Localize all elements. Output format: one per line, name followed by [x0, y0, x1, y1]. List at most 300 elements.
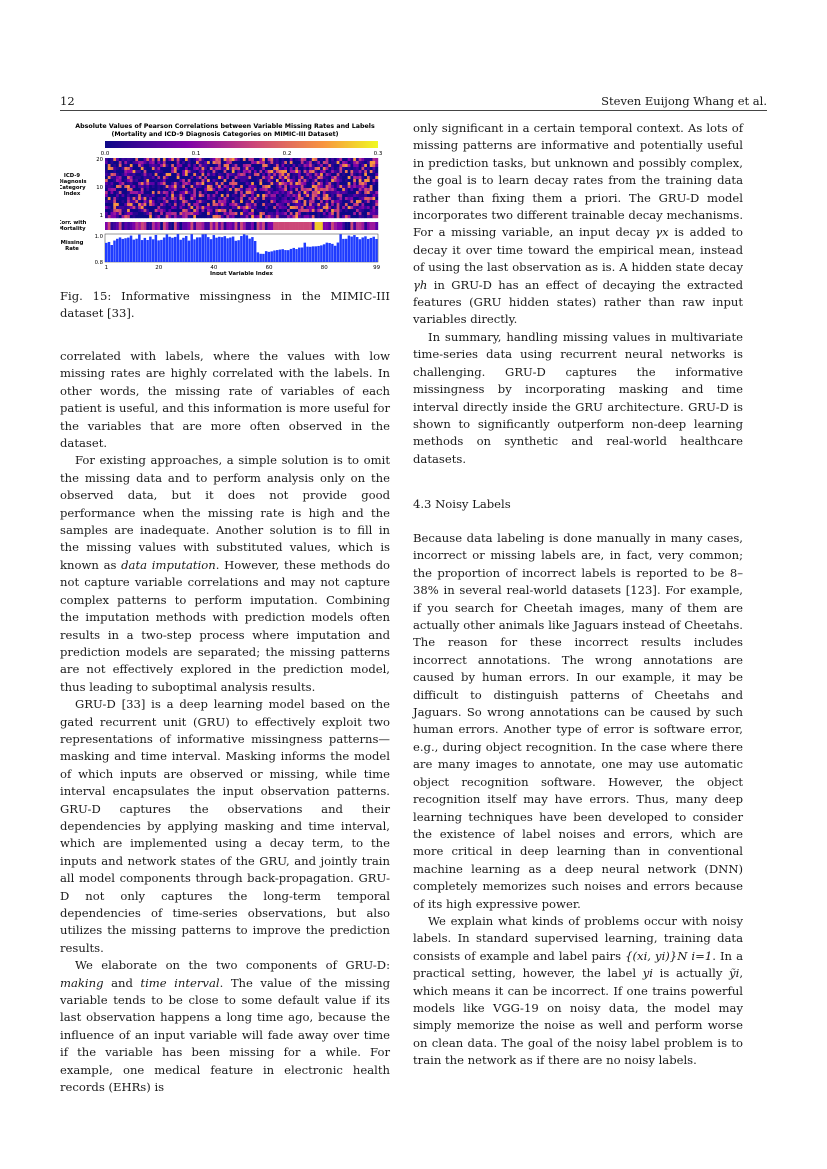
figure-15: [60, 120, 390, 275]
heatmap-cell: [293, 176, 296, 179]
heatmap-cell: [190, 161, 193, 164]
heatmap-cell: [251, 179, 254, 182]
missing-bar: [259, 254, 261, 262]
heatmap-cell: [235, 197, 238, 200]
heatmap-cell: [130, 164, 133, 167]
heatmap-cell: [301, 215, 304, 218]
heatmap-cell: [235, 206, 238, 209]
heatmap-cell: [287, 194, 290, 197]
heatmap-cell: [284, 215, 287, 218]
colorbar-tick: 0.3: [373, 151, 383, 157]
heatmap-cell: [144, 191, 147, 194]
heatmap-cell: [177, 176, 180, 179]
heatmap-cell: [375, 158, 378, 161]
heatmap-cell: [108, 170, 111, 173]
heatmap-cell: [210, 167, 213, 170]
heatmap-cell: [257, 176, 260, 179]
heatmap-cell: [251, 188, 254, 191]
missing-bar: [224, 236, 226, 262]
heatmap-cell: [331, 215, 334, 218]
heatmap-cell: [141, 188, 144, 191]
heatmap-cell: [326, 215, 329, 218]
heatmap-cell: [204, 215, 207, 218]
heatmap-cell: [224, 182, 227, 185]
heatmap-cell: [204, 164, 207, 167]
heatmap-cell: [210, 206, 213, 209]
heatmap-cell: [221, 194, 224, 197]
heatmap-cell: [279, 167, 282, 170]
heatmap-cell: [348, 164, 351, 167]
heatmap-cell: [124, 206, 127, 209]
heatmap-cell: [243, 161, 246, 164]
heatmap-cell: [119, 185, 122, 188]
heatmap-cell: [185, 167, 188, 170]
heatmap-cell: [229, 200, 232, 203]
heatmap-cell: [135, 182, 138, 185]
heatmap-cell: [248, 203, 251, 206]
heatmap-cell: [215, 179, 218, 182]
heatmap-cell: [353, 161, 356, 164]
heatmap-cell: [146, 164, 149, 167]
heatmap-cell: [265, 212, 268, 215]
heatmap-cell: [221, 167, 224, 170]
corr-cell: [202, 222, 205, 230]
heatmap-cell: [196, 197, 199, 200]
heatmap-cell: [331, 191, 334, 194]
heatmap-cell: [155, 197, 158, 200]
heatmap-cell: [337, 176, 340, 179]
heatmap-cell: [375, 197, 378, 200]
corr-cell: [218, 222, 221, 230]
heatmap-cell: [108, 188, 111, 191]
heatmap-cell: [281, 164, 284, 167]
heatmap-cell: [312, 194, 315, 197]
heatmap-cell: [213, 182, 216, 185]
heatmap-cell: [276, 194, 279, 197]
heatmap-cell: [157, 203, 160, 206]
heatmap-cell: [359, 215, 362, 218]
heatmap-cell: [135, 164, 138, 167]
heatmap-cell: [361, 191, 364, 194]
heatmap-cell: [331, 179, 334, 182]
heatmap-cell: [149, 179, 152, 182]
heatmap-cell: [138, 206, 141, 209]
heatmap-cell: [168, 173, 171, 176]
heatmap-cell: [174, 215, 177, 218]
heatmap-cell: [315, 179, 318, 182]
heatmap-cell: [237, 212, 240, 215]
heatmap-cell: [105, 170, 108, 173]
heatmap-cell: [304, 167, 307, 170]
heatmap-cell: [367, 215, 370, 218]
heatmap-cell: [185, 209, 188, 212]
heatmap-cell: [204, 182, 207, 185]
heatmap-cell: [315, 191, 318, 194]
heatmap-cell: [199, 173, 202, 176]
heatmap-cell: [284, 158, 287, 161]
heatmap-cell: [163, 209, 166, 212]
heatmap-cell: [185, 176, 188, 179]
heatmap-cell: [116, 185, 119, 188]
heatmap-cell: [372, 209, 375, 212]
heatmap-cell: [356, 158, 359, 161]
heatmap-cell: [185, 194, 188, 197]
heatmap-cell: [122, 194, 125, 197]
heatmap-cell: [215, 191, 218, 194]
heatmap-cell: [221, 191, 224, 194]
heatmap-cell: [226, 158, 229, 161]
missing-bar: [196, 237, 198, 262]
heatmap-cell: [331, 194, 334, 197]
heatmap-cell: [218, 176, 221, 179]
corr-cell: [353, 222, 356, 230]
heatmap-cell: [295, 215, 298, 218]
heatmap-cell: [133, 203, 136, 206]
heatmap-cell: [202, 197, 205, 200]
heatmap-cell: [119, 203, 122, 206]
missing-bar: [287, 250, 289, 262]
heatmap-cell: [113, 215, 116, 218]
heatmap-cell: [185, 215, 188, 218]
heatmap-cell: [182, 209, 185, 212]
heatmap-cell: [337, 167, 340, 170]
heatmap-cell: [301, 209, 304, 212]
heatmap-cell: [174, 176, 177, 179]
heatmap-cell: [149, 197, 152, 200]
heatmap-cell: [204, 197, 207, 200]
heatmap-cell: [315, 194, 318, 197]
heatmap-cell: [375, 182, 378, 185]
heatmap-cell: [119, 167, 122, 170]
heatmap-cell: [163, 191, 166, 194]
heatmap-cell: [124, 164, 127, 167]
heatmap-cell: [279, 209, 282, 212]
missing-ytick: 0.8: [94, 260, 103, 266]
figure-caption: Fig. 15: Informative missingness in the MIMIC-III dataset [33].: [60, 289, 390, 320]
heatmap-cell: [339, 158, 342, 161]
heatmap-cell: [124, 203, 127, 206]
heatmap-cell: [359, 164, 362, 167]
heatmap-cell: [224, 194, 227, 197]
heatmap-cell: [240, 191, 243, 194]
heatmap-cell: [185, 173, 188, 176]
heatmap-cell: [135, 173, 138, 176]
heatmap-cell: [273, 194, 276, 197]
missing-bar: [188, 241, 190, 262]
heatmap-cell: [348, 170, 351, 173]
heatmap-cell: [315, 182, 318, 185]
heatmap-cell: [122, 158, 125, 161]
heatmap-cell: [193, 206, 196, 209]
heatmap-cell: [168, 197, 171, 200]
heatmap-cell: [188, 188, 191, 191]
heatmap-cell: [160, 188, 163, 191]
heatmap-cell: [152, 203, 155, 206]
heatmap-cell: [331, 182, 334, 185]
heatmap-cell: [326, 212, 329, 215]
corr-cell: [345, 222, 348, 230]
heatmap-cell: [370, 212, 373, 215]
heatmap-cell: [339, 161, 342, 164]
heatmap-cell: [179, 170, 182, 173]
heatmap-cell: [331, 209, 334, 212]
heatmap-cell: [193, 176, 196, 179]
corr-cell: [215, 222, 218, 230]
paragraph: only significant in a certain temporal context. As lots of missing patterns are informative and potentially useful in prediction tasks, but unknown and possibly complex, the goal is to learn decay rates from the training data rather than fixing them a priori. The GRU-D model incorporates two different trainable decay mechanisms. For a missing variable, an input decay γx is added to decay it over time toward the empirical mean, instead of using the last observation as is. A hidden state decay γh in GRU-D has an effect of decaying the extracted features (GRU hidden states) rather than raw input variables directly.: [413, 121, 743, 327]
heatmap-cell: [193, 179, 196, 182]
heatmap-cell: [196, 188, 199, 191]
heatmap-ylabel: Diagnosis: [60, 179, 87, 185]
heatmap-cell: [334, 212, 337, 215]
heatmap-cell: [204, 212, 207, 215]
heatmap-cell: [207, 206, 210, 209]
heatmap-cell: [213, 209, 216, 212]
heatmap-cell: [138, 200, 141, 203]
missing-bar: [221, 237, 223, 262]
heatmap-cell: [111, 206, 114, 209]
heatmap-cell: [293, 161, 296, 164]
heatmap-cell: [202, 206, 205, 209]
heatmap-cell: [281, 206, 284, 209]
heatmap-cell: [157, 167, 160, 170]
heatmap-cell: [210, 191, 213, 194]
heatmap-cell: [359, 188, 362, 191]
heatmap-cell: [364, 212, 367, 215]
corr-cell: [306, 222, 309, 230]
heatmap-cell: [331, 161, 334, 164]
heatmap-cell: [312, 203, 315, 206]
heatmap-cell: [339, 212, 342, 215]
heatmap-cell: [337, 188, 340, 191]
heatmap-cell: [235, 212, 238, 215]
heatmap-cell: [361, 182, 364, 185]
heatmap-cell: [174, 212, 177, 215]
right-column-bottom: [413, 530, 743, 1070]
heatmap-cell: [166, 197, 169, 200]
heatmap-cell: [174, 194, 177, 197]
heatmap-cell: [268, 173, 271, 176]
heatmap-cell: [237, 176, 240, 179]
heatmap-cell: [149, 176, 152, 179]
heatmap-cell: [185, 164, 188, 167]
heatmap-cell: [182, 176, 185, 179]
heatmap-cell: [127, 188, 130, 191]
heatmap-cell: [124, 194, 127, 197]
heatmap-cell: [202, 188, 205, 191]
heatmap-cell: [163, 176, 166, 179]
heatmap-cell: [372, 185, 375, 188]
heatmap-cell: [284, 191, 287, 194]
heatmap-cell: [124, 209, 127, 212]
heatmap-cell: [279, 203, 282, 206]
heatmap-cell: [315, 209, 318, 212]
missing-bar: [177, 234, 179, 262]
heatmap-cell: [185, 170, 188, 173]
heatmap-cell: [345, 215, 348, 218]
heatmap-cell: [306, 176, 309, 179]
heatmap-cell: [229, 215, 232, 218]
heatmap-cell: [108, 212, 111, 215]
heatmap-cell: [248, 206, 251, 209]
heatmap-cell: [226, 176, 229, 179]
colorbar-tick: 0.2: [282, 151, 292, 157]
heatmap-cell: [138, 191, 141, 194]
heatmap-cell: [232, 215, 235, 218]
heatmap-cell: [190, 182, 193, 185]
heatmap-cell: [293, 209, 296, 212]
heatmap-cell: [306, 179, 309, 182]
heatmap-cell: [190, 164, 193, 167]
heatmap-cell: [221, 200, 224, 203]
heatmap-cell: [276, 176, 279, 179]
heatmap-cell: [105, 185, 108, 188]
heatmap-ytick: 1: [99, 213, 103, 219]
heatmap-cell: [298, 206, 301, 209]
heatmap-cell: [273, 158, 276, 161]
heatmap-cell: [188, 209, 191, 212]
heatmap-cell: [111, 203, 114, 206]
heatmap-cell: [166, 161, 169, 164]
heatmap-cell: [290, 203, 293, 206]
heatmap-cell: [113, 188, 116, 191]
heatmap-cell: [229, 209, 232, 212]
heatmap-cell: [334, 203, 337, 206]
heatmap-cell: [342, 212, 345, 215]
heatmap-cell: [345, 164, 348, 167]
heatmap-cell: [144, 188, 147, 191]
heatmap-cell: [361, 179, 364, 182]
corr-cell: [328, 222, 331, 230]
heatmap-cell: [251, 182, 254, 185]
heatmap-cell: [111, 188, 114, 191]
heatmap-cell: [152, 206, 155, 209]
heatmap-cell: [204, 173, 207, 176]
heatmap-cell: [119, 161, 122, 164]
heatmap-cell: [163, 179, 166, 182]
heatmap-cell: [124, 188, 127, 191]
heatmap-cell: [301, 206, 304, 209]
heatmap-cell: [152, 179, 155, 182]
heatmap-cell: [127, 179, 130, 182]
heatmap-cell: [312, 173, 315, 176]
heatmap-cell: [168, 164, 171, 167]
heatmap-cell: [243, 203, 246, 206]
heatmap-cell: [295, 158, 298, 161]
heatmap-cell: [246, 173, 249, 176]
heatmap-cell: [295, 212, 298, 215]
heatmap-cell: [224, 188, 227, 191]
heatmap-cell: [193, 182, 196, 185]
heatmap-cell: [312, 176, 315, 179]
heatmap-cell: [124, 215, 127, 218]
figure-title-1: Absolute Values of Pearson Correlations between Variable Missing Rates and Labels: [75, 123, 375, 130]
heatmap-cell: [152, 191, 155, 194]
heatmap-cell: [113, 194, 116, 197]
heatmap-cell: [337, 164, 340, 167]
heatmap-cell: [279, 185, 282, 188]
heatmap-cell: [367, 179, 370, 182]
heatmap-cell: [350, 212, 353, 215]
heatmap-cell: [188, 212, 191, 215]
heatmap-cell: [155, 188, 158, 191]
heatmap-cell: [213, 194, 216, 197]
heatmap-cell: [331, 200, 334, 203]
heatmap-cell: [218, 173, 221, 176]
heatmap-cell: [370, 185, 373, 188]
heatmap-cell: [246, 206, 249, 209]
heatmap-cell: [155, 191, 158, 194]
heatmap-cell: [138, 176, 141, 179]
heatmap-cell: [179, 209, 182, 212]
heatmap-cell: [155, 185, 158, 188]
heatmap-cell: [248, 167, 251, 170]
heatmap-cell: [190, 158, 193, 161]
heatmap-cell: [317, 215, 320, 218]
heatmap-cell: [320, 161, 323, 164]
heatmap-cell: [119, 197, 122, 200]
heatmap-cell: [375, 194, 378, 197]
heatmap-cell: [113, 191, 116, 194]
heatmap-cell: [177, 167, 180, 170]
heatmap-cell: [364, 176, 367, 179]
heatmap-cell: [243, 215, 246, 218]
heatmap-cell: [119, 215, 122, 218]
heatmap-cell: [342, 173, 345, 176]
heatmap-cell: [146, 212, 149, 215]
heatmap-cell: [320, 188, 323, 191]
heatmap-cell: [157, 170, 160, 173]
heatmap-cell: [168, 188, 171, 191]
heatmap-cell: [177, 188, 180, 191]
heatmap-cell: [179, 203, 182, 206]
left-column: [60, 348, 390, 1096]
heatmap-cell: [190, 170, 193, 173]
heatmap-cell: [370, 191, 373, 194]
heatmap-cell: [262, 215, 265, 218]
heatmap-cell: [237, 179, 240, 182]
heatmap-cell: [240, 188, 243, 191]
heatmap-cell: [232, 209, 235, 212]
corr-cell: [122, 222, 125, 230]
heatmap-cell: [202, 173, 205, 176]
heatmap-cell: [210, 215, 213, 218]
heatmap-cell: [248, 176, 251, 179]
heatmap-cell: [221, 206, 224, 209]
heatmap-cell: [361, 188, 364, 191]
heatmap-cell: [119, 194, 122, 197]
x-tick: 60: [265, 265, 273, 271]
missing-bar: [163, 238, 165, 262]
corr-cell: [144, 222, 147, 230]
heatmap-cell: [298, 161, 301, 164]
heatmap-cell: [306, 170, 309, 173]
heatmap-cell: [105, 158, 108, 161]
heatmap-cell: [116, 197, 119, 200]
heatmap-cell: [221, 173, 224, 176]
heatmap-cell: [166, 212, 169, 215]
heatmap-cell: [353, 197, 356, 200]
heatmap-cell: [284, 179, 287, 182]
heatmap-cell: [348, 185, 351, 188]
corr-cell: [166, 222, 169, 230]
heatmap-cell: [155, 182, 158, 185]
heatmap-cell: [171, 215, 174, 218]
heatmap-cell: [326, 167, 329, 170]
heatmap-cell: [116, 194, 119, 197]
heatmap-cell: [130, 194, 133, 197]
heatmap-cell: [213, 212, 216, 215]
heatmap-cell: [356, 191, 359, 194]
